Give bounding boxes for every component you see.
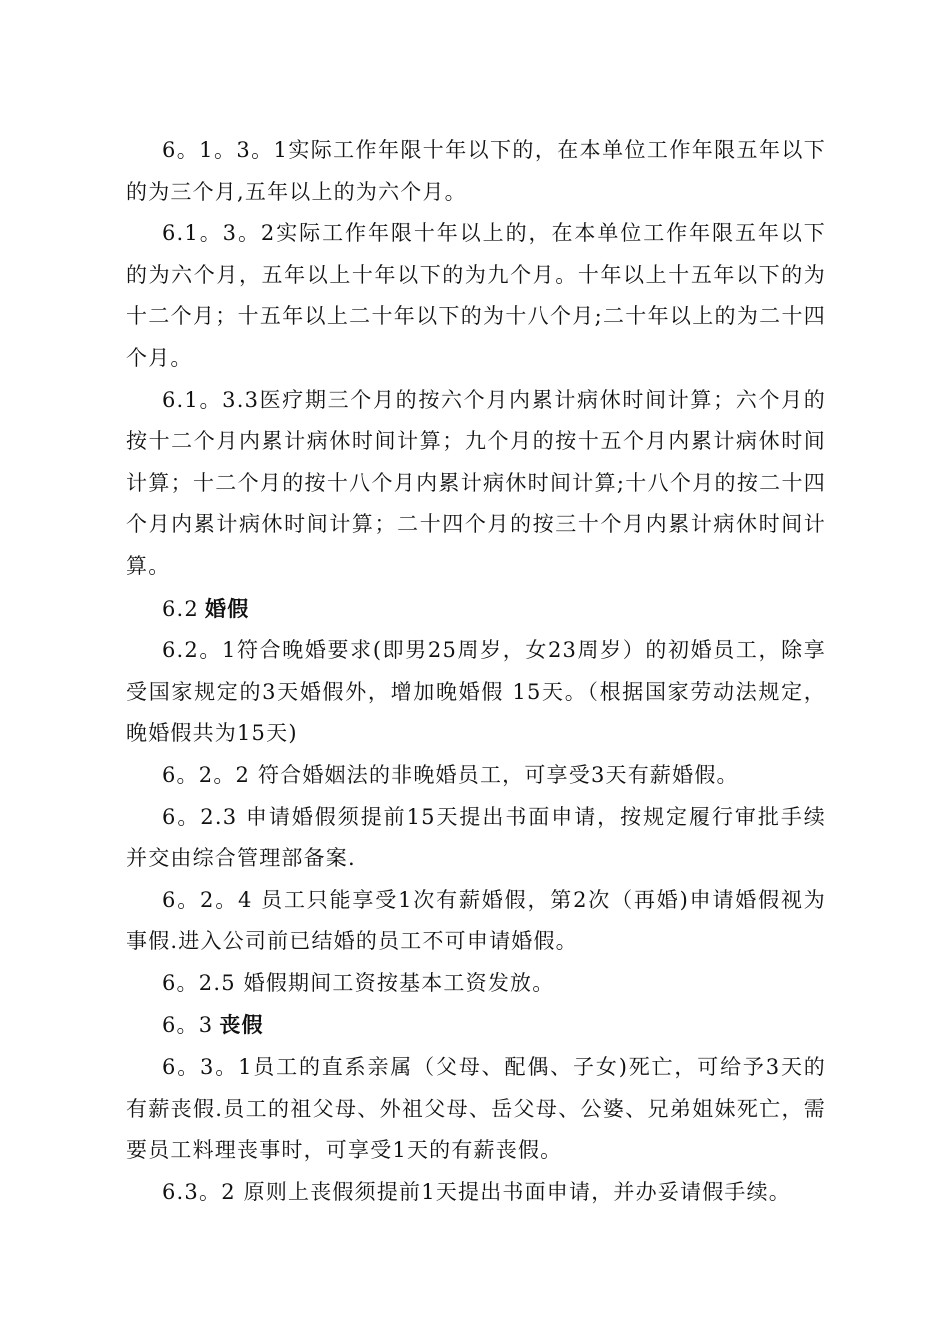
paragraph-6-2-3: 6。2.3 申请婚假须提前15天提出书面申请，按规定履行审批手续并交由综合管理部备案.: [126, 804, 826, 871]
section-title: 婚假: [205, 595, 250, 621]
paragraph-6-3-2: 6.3。2 原则上丧假须提前1天提出书面申请，并办妥请假手续。: [162, 1179, 791, 1204]
section-number: 6。3: [162, 1013, 214, 1038]
document-body: [126, 130, 826, 1213]
paragraph-6-2-5: 6。2.5 婚假期间工资按基本工资发放。: [162, 970, 555, 995]
paragraph-6-2-1: 6.2。1符合晚婚要求(即男25周岁，女23周岁）的初婚员工，除享受国家规定的3天婚假外，增加晚婚假 15天。（根据国家劳动法规定，晚婚假共为15天): [126, 638, 826, 746]
paragraph-6-1-3-2: 6.1。3。2实际工作年限十年以上的，在本单位工作年限五年以下的为六个月，五年以上十年以下的为九个月。十年以上十五年以下的为十二个月；十五年以上二十年以下的为十八个月;二十年以上的为二十四个月。: [126, 221, 826, 370]
section-heading-marriage-leave: [126, 588, 826, 631]
section-heading-bereavement-leave: [126, 1004, 826, 1047]
paragraph-6-2-2: 6。2。2 符合婚姻法的非晚婚员工，可享受3天有薪婚假。: [162, 762, 739, 787]
paragraph-6-3-1: 6。3。1员工的直系亲属（父母、配偶、子女)死亡，可给予3天的有薪丧假.员工的祖父母、外祖父母、岳父母、公婆、兄弟姐妹死亡，需要员工料理丧事时，可享受1天的有薪丧假。: [126, 1055, 826, 1163]
paragraph-6-1-3-1: 6。1。3。1实际工作年限十年以下的，在本单位工作年限五年以下的为三个月,五年以上的为六个月。: [126, 138, 826, 204]
section-number: 6.2: [162, 596, 199, 621]
paragraph-6-1-3-3: 6.1。3.3医疗期三个月的按六个月内累计病休时间计算；六个月的按十二个月内累计病休时间计算；九个月的按十五个月内累计病休时间计算；十二个月的按十八个月内累计病休时间计算;十八个月的按二十四个月内累计病休时间计算；二十四个月的按三十个月内累计病休时间计算。: [126, 387, 826, 578]
paragraph-6-2-4: 6。2。4 员工只能享受1次有薪婚假，第2次（再婚)申请婚假视为事假.进入公司前已结婚的员工不可申请婚假。: [126, 887, 826, 954]
section-title: 丧假: [219, 1012, 264, 1038]
